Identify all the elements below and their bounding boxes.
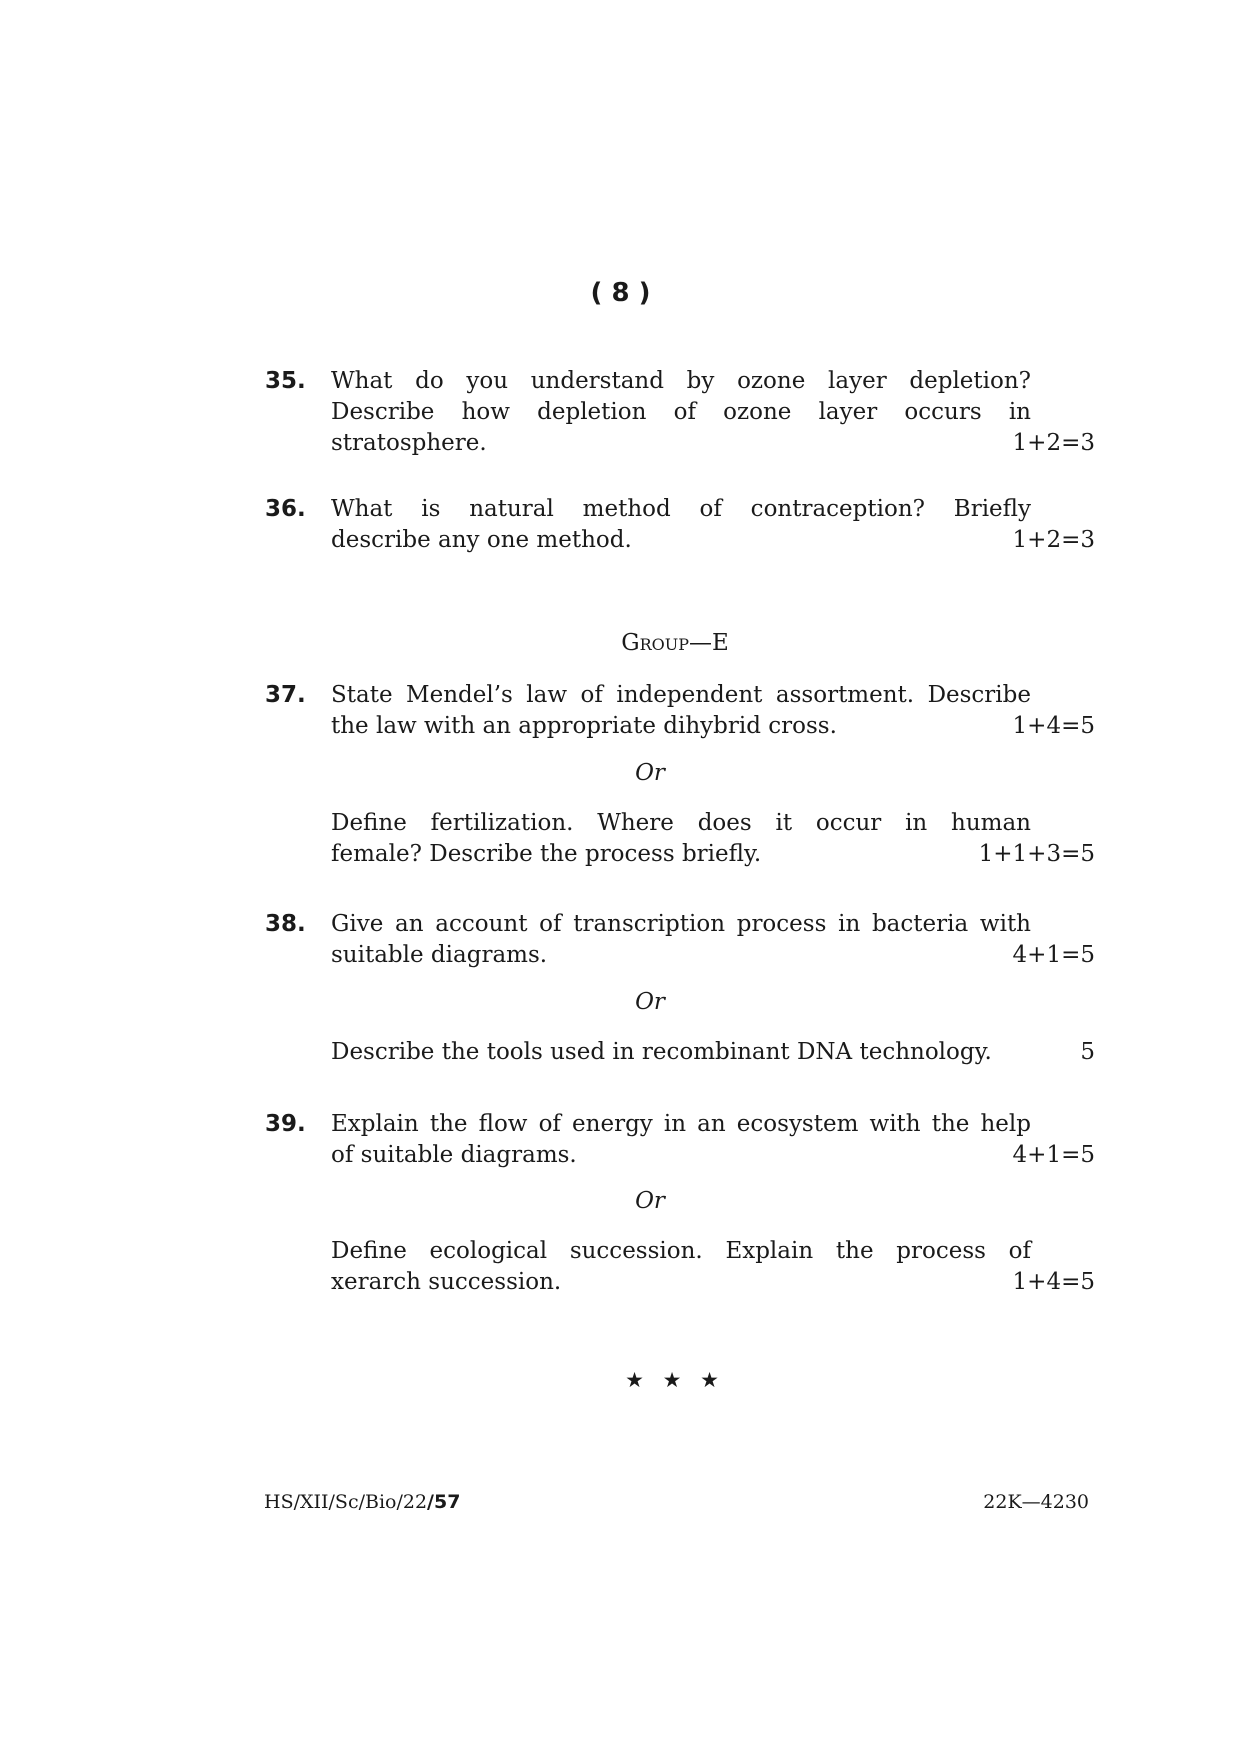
marks: 4+1=5	[1012, 942, 1095, 968]
question-text	[331, 808, 1095, 870]
question-text	[331, 1236, 1095, 1298]
paper-code	[264, 1491, 460, 1513]
question-number: 37.	[265, 682, 306, 708]
group-heading	[0, 630, 1241, 656]
question-text	[331, 1109, 1095, 1171]
marks: 1+4=5	[1012, 1269, 1095, 1295]
question-line: Describe the tools used in recombinant DNA technology.	[331, 1039, 992, 1065]
page-number: ( 8 )	[590, 278, 651, 308]
question-line: suitable diagrams.	[331, 942, 548, 968]
end-marker: ★ ★ ★	[625, 1368, 725, 1392]
question-line: Define ecological succession. Explain the process of	[331, 1238, 1031, 1264]
question-line: State Mendel’s law of independent assortment. Describe	[331, 682, 1031, 708]
question-36	[265, 494, 1095, 556]
question-text	[331, 366, 1095, 459]
marks: 4+1=5	[1012, 1142, 1095, 1168]
question-line: Describe how depletion of ozone layer occurs in	[331, 399, 1031, 425]
paper-code-prefix: HS/XII/Sc/Bio/22	[264, 1491, 428, 1513]
marks: 1+2=3	[1012, 527, 1095, 553]
question-39-alternative	[265, 1236, 1095, 1298]
question-line: Give an account of transcription process in bacteria with	[331, 911, 1031, 937]
question-37	[265, 680, 1095, 742]
question-line: What do you understand by ozone layer depletion?	[331, 368, 1031, 394]
marks: 1+1+3=5	[978, 841, 1095, 867]
question-line: stratosphere.	[331, 430, 487, 456]
question-number: 35.	[265, 368, 306, 394]
question-number: 38.	[265, 911, 306, 937]
print-code: 22K—4230	[983, 1491, 1089, 1513]
or-separator: Or	[635, 760, 665, 786]
question-line: Define fertilization. Where does it occur in human	[331, 810, 1031, 836]
marks: 5	[1080, 1039, 1095, 1065]
marks: 1+4=5	[1012, 713, 1095, 739]
question-number: 39.	[265, 1111, 306, 1137]
group-heading-suffix: —E	[689, 630, 729, 656]
marks: 1+2=3	[1012, 430, 1095, 456]
question-line: the law with an appropriate dihybrid cross.	[331, 713, 837, 739]
question-text	[331, 494, 1095, 556]
question-line: What is natural method of contraception? Briefly	[331, 496, 1031, 522]
question-38-alternative	[265, 1037, 1095, 1068]
group-heading-prefix: Group	[621, 630, 689, 656]
question-line: of suitable diagrams.	[331, 1142, 577, 1168]
question-number: 36.	[265, 496, 306, 522]
paper-code-suffix: /57	[427, 1491, 461, 1513]
question-line: xerarch succession.	[331, 1269, 562, 1295]
question-text	[331, 909, 1095, 971]
question-39	[265, 1109, 1095, 1171]
question-line: female? Describe the process briefly.	[331, 841, 762, 867]
question-37-alternative	[265, 808, 1095, 870]
question-line: Explain the flow of energy in an ecosystem with the help	[331, 1111, 1031, 1137]
question-line: describe any one method.	[331, 527, 632, 553]
or-separator: Or	[635, 989, 665, 1015]
question-text	[331, 1037, 1095, 1068]
question-35	[265, 366, 1095, 459]
question-text	[331, 680, 1095, 742]
or-separator: Or	[635, 1188, 665, 1214]
question-38	[265, 909, 1095, 971]
